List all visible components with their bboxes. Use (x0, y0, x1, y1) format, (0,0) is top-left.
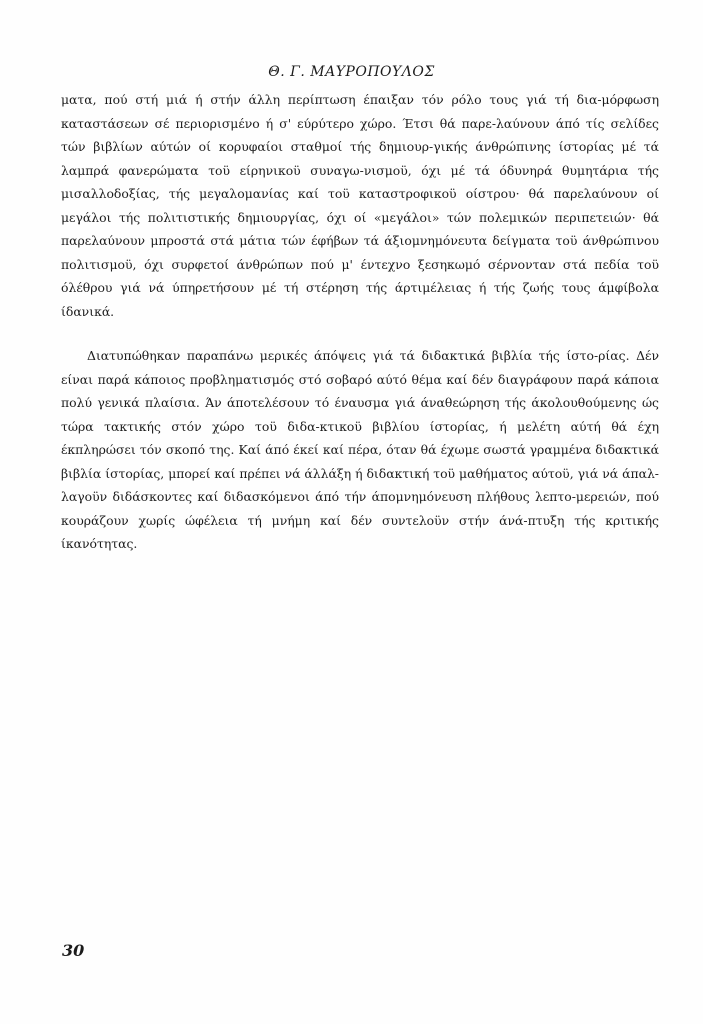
page-number: 30 (62, 941, 85, 960)
body-paragraph-1: ματα, πού στή μιά ή στήν άλλη περίπτωση έπαιξαν τόν ρόλο τους γιά τή δια-μόρφωση καταστάσεων σέ περιορισμένο ή σ' εύρύτερο χώρο. Έτσι θά παρε-λαύνουν άπό τίς σελίδες τών βιβλίων αύτών οί κορυφαίοι σταθμοί τής δημιουρ-γικής άνθρώπινης ίστορίας μέ τά λαμπρά φανερώματα τοϋ είρηνικοϋ συναγω-νισμοϋ, όχι μέ τά όδυνηρά θυμητάρια τής μισαλλοδοξίας, τής μεγαλομανίας καί τοϋ καταστροφικοϋ οίστρου· θά παρελαύνουν οί μεγάλοι τής πολιτιστικής δημιουργίας, όχι οί «μεγάλοι» τών πολεμικών περιπετειών· θά παρελαύνουν μπροστά στά μάτια τών έφήβων τά άξιομνημόνευτα δείγματα τοϋ άνθρώπινου πολιτισμοϋ, όχι συρφετοί άνθρώπων πού μ' έντεχνο ξεσηκωμό σέρνονταν στά πεδία τοϋ όλέθρου γιά νά ύπηρετήσουν μέ τή στέρηση τής άρτιμέλειας ή τής ζωής τους άμφίβολα ίδανικά. (61, 92, 659, 319)
running-header: Θ. Γ. ΜΑΥΡΟΠΟΥΛΟΣ (268, 64, 435, 80)
body-paragraph-2: Διατυπώθηκαν παραπάνω μερικές άπόψεις γιά τά διδακτικά βιβλία τής ίστο-ρίας. Δέν είναι παρά κάποιος προβληματισμός στό σοβαρό αύτό θέμα καί δέν διαγράφουν παρά κάποια πολύ γενικά πλαίσια. Άν άποτελέσουν τό έναυσμα γιά άναθεώρηση τής άκολουθούμενης ώς τώρα τακτικής στόν χώρο τοϋ διδα-κτικοϋ βιβλίου ίστορίας, ή μελέτη αύτή θά έχη έκπληρώσει τόν σκοπό της. Καί άπό έκεί καί πέρα, όταν θά έχωμε σωστά γραμμένα διδακτικά βιβλία ίστορίας, μπορεί καί πρέπει νά άλλάξη ή διδακτική τοϋ μαθήματος αύτοϋ, γιά νά άπαλ-λαγοϋν διδάσκοντες καί διδασκόμενοι άπό τήν άπομνημόνευση πλήθους λεπτο-μερειών, πού κουράζουν χωρίς ώφέλεια τή μνήμη καί δέν συντελοϋν στήν άνά-πτυξη τής κριτικής ίκανότητας. (61, 348, 659, 551)
